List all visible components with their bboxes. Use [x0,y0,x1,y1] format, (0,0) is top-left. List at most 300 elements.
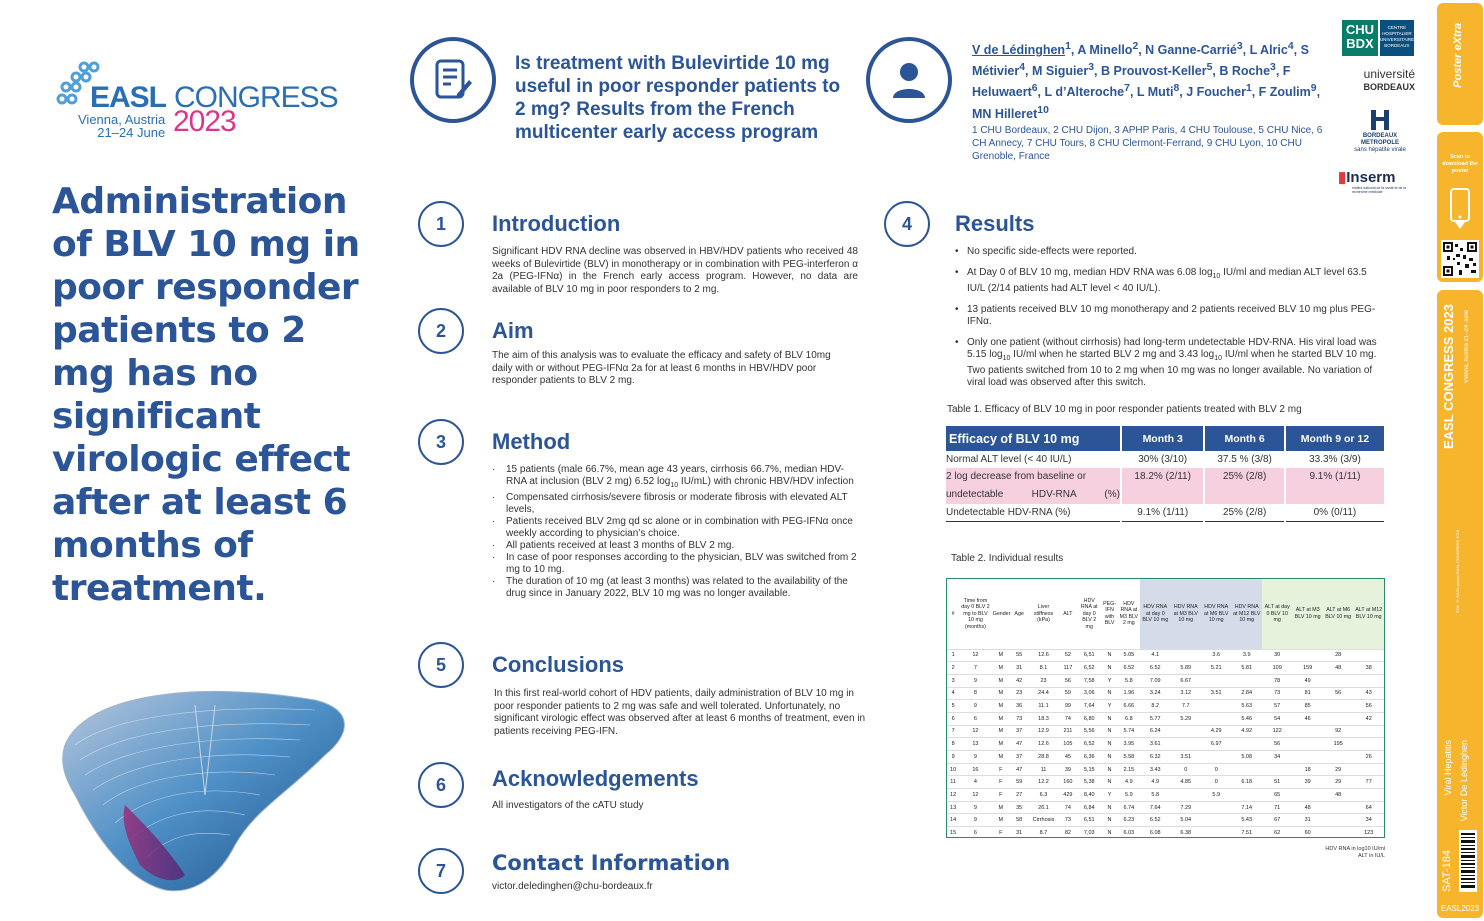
table-cell: 74 [1059,712,1077,725]
table-cell [1353,763,1384,776]
table-cell: 30% (3/10) [1121,451,1204,468]
section-number-2: 2 [418,308,464,354]
table-row [947,725,1384,738]
qr-code-icon[interactable] [1441,240,1479,278]
table-cell: 42 [1010,674,1028,687]
table-cell: 56 [1059,674,1077,687]
table-cell: N [1101,776,1117,789]
list-item: · Patients received BLV 2mg qd sc alone or in combination with PEG-IFNα once weekly according to physician’s choice. [492,516,864,540]
table-cell: N [1101,712,1117,725]
table-cell: 29 [1323,763,1353,776]
table-cell: 6.08 [1140,827,1170,840]
conclusions-text: In this first real-world cohort of HDV patients, daily administration of BLV 10 mg in poor responder patients to 2 mg was safe and well tolerated. Unfortunately, no significant virologic effect was observed after at least 6 months of treatment, even in patients receiving PEG-IFN. [494,688,866,737]
table-cell: 1.96 [1118,687,1140,700]
table-cell [1201,674,1231,687]
table-cell: 6.67 [1171,674,1201,687]
table-cell: 85 [1292,700,1322,713]
contact-email[interactable]: victor.deledinghen@chu-bordeaux.fr [492,881,653,892]
table-cell: 6.3 [1028,789,1058,802]
section-title-results: Results [955,211,1035,236]
introduction-text: Significant HDV RNA decline was observed in HBV/HDV patients who received 48 weeks of Bulevirtide (BLV) in monotherapy or in combination with PEG-interferon α 2a (PEG-IFNα) in the French early access program. However, no data are available of BLV 10 mg in poor responders to 2 mg. [492,246,858,295]
co-author: , S Métivier [972,43,1309,79]
table2-header-cell: HDV RNA at day 0 BLV 2 mg [1080,597,1098,630]
table-cell: 12 [959,725,992,738]
table-cell: 48 [1323,662,1353,675]
table-cell: 71 [1262,801,1292,814]
table-cell: 2 [947,662,959,675]
table-cell: 9 [959,814,992,827]
poster-extra-label: Poster eXtra [1452,23,1464,88]
sidebar-topic: Viral Hepatitis [1443,740,1453,796]
table-cell: 4.9 [1140,776,1170,789]
table-cell: 11 [947,776,959,789]
table-cell: 7.09 [1140,674,1170,687]
table-cell: 3.9 [1231,649,1261,662]
table-cell: 117 [1059,662,1077,675]
document-edit-icon [433,58,473,102]
table-cell: M [992,712,1010,725]
affiliations: 1 CHU Bordeaux, 2 CHU Dijon, 3 APHP Paris, 4 CHU Toulouse, 5 CHU Nice, 6 CH Annecy, 7 CHU Tours, 8 CHU Clermont-Ferrand, 9 CHU Lyon, 10 CHU Grenoble, France [972,125,1323,162]
table-cell: 23 [1028,674,1058,687]
table-cell: M [992,738,1010,751]
table-cell: 73 [1262,687,1292,700]
list-item: · Compensated cirrhosis/severe fibrosis or moderate fibrosis with elevated ALT levels, [492,492,864,516]
table-cell [1231,763,1261,776]
aim-text: The aim of this analysis was to evaluate the efficacy and safety of BLV 10mg daily with or without PEG-IFNα 2a for at least 6 months in HBV/HDV poor responder patients to BLV 2 mg. [492,350,831,386]
table-cell: 6.24 [1140,725,1170,738]
table-cell: 6.52 [1140,662,1170,675]
section-title-introduction: Introduction [492,211,621,236]
logo-year: 2023 [173,105,236,138]
table-cell: 7.29 [1171,801,1201,814]
table-cell: 46 [1292,712,1322,725]
table-cell: 6,51 [1077,814,1101,827]
table-cell: 37 [1010,751,1028,764]
scan-text: Scan to download the poster [1442,154,1478,174]
logo-easl-text: EASL [90,81,167,114]
co-author-affil: 8 [1173,83,1180,95]
download-panel[interactable] [1437,132,1483,282]
table-cell: 8,40 [1077,789,1101,802]
table-cell: 8 [959,687,992,700]
table-cell: 6.18 [1231,776,1261,789]
table-cell: 4.9 [1118,776,1140,789]
section-number-6: 6 [418,762,464,808]
table-row [947,814,1384,827]
table-cell: 160 [1059,776,1077,789]
table-cell: 30 [1262,649,1292,662]
table-cell: 26 [1353,751,1384,764]
table-cell: 105 [1059,738,1077,751]
individual-results-table-wrap [946,578,1385,838]
co-author: , F Heluwaert [972,64,1291,100]
poster-extra-panel[interactable] [1437,3,1483,125]
hdv-unit-note: HDV RNA in log10 IU/ml [1325,846,1385,852]
table-cell: 6 [959,712,992,725]
table-cell: 5.43 [1231,814,1261,827]
table2-header-cell: Age [1014,610,1024,617]
table-cell: 12.6 [1028,649,1058,662]
table2-header-cell: Gender [992,610,1011,617]
headline-conclusion: Administration of BLV 10 mg in poor responder patients to 2 mg has no significant virologic effect after at least 6 months of treatment. [52,181,360,609]
table-cell: 58 [1010,814,1028,827]
table-cell: 122 [1262,725,1292,738]
table-cell: 6,80 [1077,712,1101,725]
table-cell [1353,725,1384,738]
liver-illustration [55,685,355,900]
table-cell: Cirrhosis [1028,814,1058,827]
table-cell: 3.51 [1201,687,1231,700]
table-row [947,776,1384,789]
table-cell: 42 [1353,712,1384,725]
table2-header-cell: HDV RNA at M3 BLV 2 mg [1119,600,1139,627]
chu-logo-text: CENTRE HOSPITALIER UNIVERSITAIRE BORDEAUX [1380,20,1414,56]
logo-congress-text: CONGRESS [174,81,338,114]
table-cell: 56 [1262,738,1292,751]
table1-header-row [946,426,1385,451]
logo-city: Vienna, Austria [78,112,166,127]
table-cell: M [992,687,1010,700]
section-title-method: Method [492,429,571,454]
table-cell: 59 [1010,776,1028,789]
document-icon-circle [410,37,496,123]
table-cell: Y [1101,789,1117,802]
table2-header-cell: ALT at M6 BLV 10 mg [1323,579,1353,649]
table-cell: 64 [1353,801,1384,814]
table-cell: 31 [1010,827,1028,840]
university-bordeaux-logo [1345,68,1415,93]
results-list [955,246,1387,398]
co-author-affil: 4 [1019,62,1026,74]
table-cell: 4 [959,776,992,789]
table-cell: N [1101,801,1117,814]
table-cell: 195 [1323,738,1353,751]
table-cell: 4.1 [1140,649,1170,662]
table-cell [1201,814,1231,827]
table-cell: 211 [1059,725,1077,738]
table-cell: 18 [1292,763,1322,776]
co-author-affil: 4 [1287,41,1294,52]
table-cell: 3.61 [1140,738,1170,751]
table-cell: 78 [1262,674,1292,687]
table-cell: 6,52 [1077,662,1101,675]
table-cell: 5.46 [1231,712,1261,725]
table-cell: 109 [1262,662,1292,675]
table-cell: 0 [1201,763,1231,776]
table-cell: 3.6 [1201,649,1231,662]
section-number-5: 5 [418,642,464,688]
co-author-affil: 7 [1124,83,1130,95]
co-author: , N Ganne-Carrié [1138,43,1237,58]
table-row [946,451,1385,468]
table-cell: 0% (0/11) [1285,504,1385,521]
co-author: , A Minello [1070,43,1133,58]
table-cell: 4.92 [1231,725,1261,738]
table-cell: 65 [1262,789,1292,802]
list-item: · All patients received at least 3 months of BLV 2 mg. [492,540,864,552]
table-cell: 4.85 [1171,776,1201,789]
table-cell: 7,03 [1077,827,1101,840]
table-cell: 8.1 [1028,662,1058,675]
section-title-contact: Contact Information [492,851,731,875]
table-cell: 5.81 [1231,662,1261,675]
table-cell: 81 [1292,687,1322,700]
table-cell: 92 [1323,725,1353,738]
table-cell: 6.52 [1140,814,1170,827]
table-cell: 7 [959,662,992,675]
alt-unit-note: ALT in IU/L [1357,853,1385,859]
metropole-name: BORDEAUX METROPOLE [1360,133,1399,146]
table-cell [1353,649,1384,662]
table-cell: 34 [1262,751,1292,764]
co-author-affil: 3 [1088,62,1095,74]
author-affil: 1 [1065,41,1071,52]
table-cell: 9 [959,751,992,764]
table-cell: 4 [947,687,959,700]
table-cell: N [1101,814,1117,827]
list-item: · In case of poor responses according to the physician, BLV was switched from 2 mg to 10 mg. [492,552,864,576]
table-cell: M [992,649,1010,662]
table-cell: 31 [1292,814,1322,827]
table-cell: 5.8 [1140,789,1170,802]
table-row [947,763,1384,776]
section-title-conclusions: Conclusions [492,652,625,677]
list-item: • At Day 0 of BLV 10 mg, median HDV RNA was 6.08 $\log_{10} IU/ml$ and median ALT level 63.5 IU/L (2/14 patients had ALT level < 40 IU/L). [955,267,1387,295]
table2-header-cell: Liver stiffness (kPa) [1033,604,1054,623]
table-cell: 39 [1059,763,1077,776]
table-cell: 11.1 [1028,700,1058,713]
table-cell [1353,674,1384,687]
co-author: , MN Hilleret [972,85,1321,121]
table-cell: 8.2 [1140,700,1170,713]
phone-icon [1450,188,1470,222]
table-cell: 3 [947,674,959,687]
table-cell: 18.3 [1028,712,1058,725]
table-cell: 26.1 [1028,801,1058,814]
table-cell: 39 [1292,776,1322,789]
table-cell: 5.08 [1231,751,1261,764]
section-title-aim: Aim [492,318,534,343]
table-cell: 10 [947,763,959,776]
table-cell: 7.51 [1231,827,1261,840]
co-author: , J Foucher [1179,85,1246,100]
table-cell: 62 [1262,827,1292,840]
sidebar-poster-code: SAT-184 [1441,850,1453,892]
table2-header-row [947,579,1384,649]
table-cell [1292,649,1322,662]
table-cell [1292,725,1322,738]
method-list [492,464,864,600]
table2-header-cell: HDV RNA at M12 BLV 10 mg [1231,579,1261,649]
table-cell [1171,789,1201,802]
co-author-affil: 5 [1206,62,1213,74]
co-author-affil: 1 [1245,83,1252,95]
table-cell [1201,827,1231,840]
table-cell: N [1101,751,1117,764]
co-author: , B Prouvost-Keller [1094,64,1207,79]
list-item: • 13 patients received BLV 10 mg monotherapy and 2 patients received BLV 10 mg plus PEG-IFNα. [955,304,1387,328]
table-cell: 11 [1028,763,1058,776]
table-cell [1201,801,1231,814]
table-cell: 3.51 [1171,751,1201,764]
table-cell: 0 [1171,763,1201,776]
table-cell: 56 [1353,700,1384,713]
acknowledgements-text: All investigators of the cATU study [492,800,644,811]
table-cell: 3,06 [1077,687,1101,700]
table-cell: 159 [1292,662,1322,675]
table-cell: Y [1101,674,1117,687]
co-author: , F Zoulim [1251,85,1311,100]
table-cell: 6.32 [1140,751,1170,764]
table-cell: 8 [947,738,959,751]
congress-panel [1437,290,1483,918]
table-cell: 45 [1059,751,1077,764]
table-row [947,801,1384,814]
easl-congress-logo [52,55,342,145]
table-cell: 7.7 [1171,700,1201,713]
table1-header-cell: Month 9 or 12 [1285,426,1385,451]
table-cell: F [992,827,1010,840]
logo-location [78,113,165,139]
table-cell: 6.74 [1118,801,1140,814]
table-cell: 6.8 [1118,712,1140,725]
list-item: • No specific side-effects were reported. [955,246,1387,258]
table-cell: 12.2 [1028,776,1058,789]
table-row [946,504,1385,521]
table-row [947,712,1384,725]
table-cell: N [1101,763,1117,776]
sidebar-presenter: Victor De Lédinghen [1459,740,1469,822]
user-icon [887,58,931,102]
table-cell: M [992,700,1010,713]
table-cell: 67 [1262,814,1292,827]
table-cell: 5.58 [1118,751,1140,764]
table-cell [1353,789,1384,802]
table-cell: 9.1% (1/11) [1121,504,1204,521]
table2-header-cell: HDV RNA at M3 BLV 10 mg [1171,579,1201,649]
table-cell: 38 [1353,662,1384,675]
sidebar-congress-name: EASL CONGRESS 2023 [1441,304,1456,449]
sidebar-footer: EASL2023 [1440,904,1480,913]
section-number-1: 1 [418,201,464,247]
table-cell: F [992,763,1010,776]
table-cell: 54 [1262,712,1292,725]
sidebar-congress-location: Vienna, Austria 21–24 June [1464,310,1470,384]
table-cell: N [1101,827,1117,840]
table-cell: 73 [1059,814,1077,827]
co-author-affil: 3 [1270,62,1276,74]
co-author-affil: 3 [1236,41,1243,52]
table-cell [1292,738,1322,751]
table-cell: F [992,776,1010,789]
table-cell: 7.14 [1231,801,1261,814]
poster-title: Is treatment with Bulevirtide 10 mg useful in poor responder patients to 2 mg? Results from the French multicenter early access program [515,53,841,143]
inserm-logo [1338,168,1418,194]
table-cell: 9 [959,801,992,814]
table-cell: 47 [1010,763,1028,776]
table2-header-cell: ALT at day 0 BLV 10 mg [1262,579,1292,649]
arrow-down-icon [1445,222,1475,230]
table-cell: 6,51 [1077,649,1101,662]
table-cell [1171,649,1201,662]
university-word: université [1363,67,1415,81]
table-cell [1201,751,1231,764]
table-row [947,827,1384,840]
table-cell: 6.03 [1118,827,1140,840]
table-cell: 37 [1010,725,1028,738]
table-cell: 14 [947,814,959,827]
co-author: , L d’Alteroche [1037,85,1125,100]
table-cell: 2 log decrease from baseline or undetectable HDV-RNA (%) [946,468,1121,504]
table-cell: M [992,662,1010,675]
table-cell: M [992,725,1010,738]
table2-header-cell: # [951,610,955,617]
table-cell: 7,64 [1077,700,1101,713]
table-cell: 13 [947,801,959,814]
table-row [947,789,1384,802]
user-icon-circle [866,37,952,123]
table1-caption: Table 1. Efficacy of BLV 10 mg in poor responder patients treated with BLV 2 mg [947,404,1302,415]
table-cell: 7,58 [1077,674,1101,687]
table-cell: 73 [1010,712,1028,725]
table-cell: 4.29 [1201,725,1231,738]
table-cell: 18.2% (2/11) [1121,468,1204,504]
table1-header-cell: Month 6 [1204,426,1284,451]
table-cell: 34 [1353,814,1384,827]
table-row [947,687,1384,700]
inserm-name: Inserm [1346,169,1396,186]
co-author-affil: 6 [1031,83,1038,95]
table2-units-note [1300,846,1385,860]
table-cell: N [1101,725,1117,738]
table-cell: 12 [959,649,992,662]
table-cell: M [992,674,1010,687]
table-cell: 25% (2/8) [1204,504,1284,521]
table-cell [1201,700,1231,713]
author-list [972,38,1327,123]
table-cell: 6 [959,827,992,840]
table-cell: 57 [1262,700,1292,713]
section-number-4: 4 [884,201,930,247]
section-title-acknowledgements: Acknowledgements [492,766,699,791]
table-cell: 5.77 [1140,712,1170,725]
table-cell: 60 [1292,827,1322,840]
table-cell: N [1101,687,1117,700]
co-author-affil: 2 [1132,41,1139,52]
list-item: · 15 patients (male 66.7%, mean age 43 years, cirrhosis 66.7%, median HDV-RNA at inclusion (BLV 2 mg) 6.52 $\log_{10} IU/mL$) with chronic HBV/HDV infection [492,464,864,492]
table-cell: 51 [1262,776,1292,789]
chu-logo-mark: CHU BDX [1342,20,1378,56]
barcode-icon [1459,830,1477,892]
table-cell: 74 [1059,801,1077,814]
table-cell: 23 [1010,687,1028,700]
table-cell: 43 [1353,687,1384,700]
table-cell [1292,751,1322,764]
table-cell [1323,827,1353,840]
table2-header-cell: ALT at M12 BLV 10 mg [1353,579,1384,649]
table-cell: 12 [959,789,992,802]
table-cell: 5.9 [1201,789,1231,802]
table-cell: M [992,814,1010,827]
table-cell: F [992,789,1010,802]
table2-header-cell: PEG-IFN with BLV [1103,600,1117,627]
table-cell: 2.15 [1118,763,1140,776]
table-cell: 28.8 [1028,751,1058,764]
table-cell: 56 [1323,687,1353,700]
table-cell [1323,712,1353,725]
table-cell: 2.84 [1231,687,1261,700]
table-cell [1231,789,1261,802]
